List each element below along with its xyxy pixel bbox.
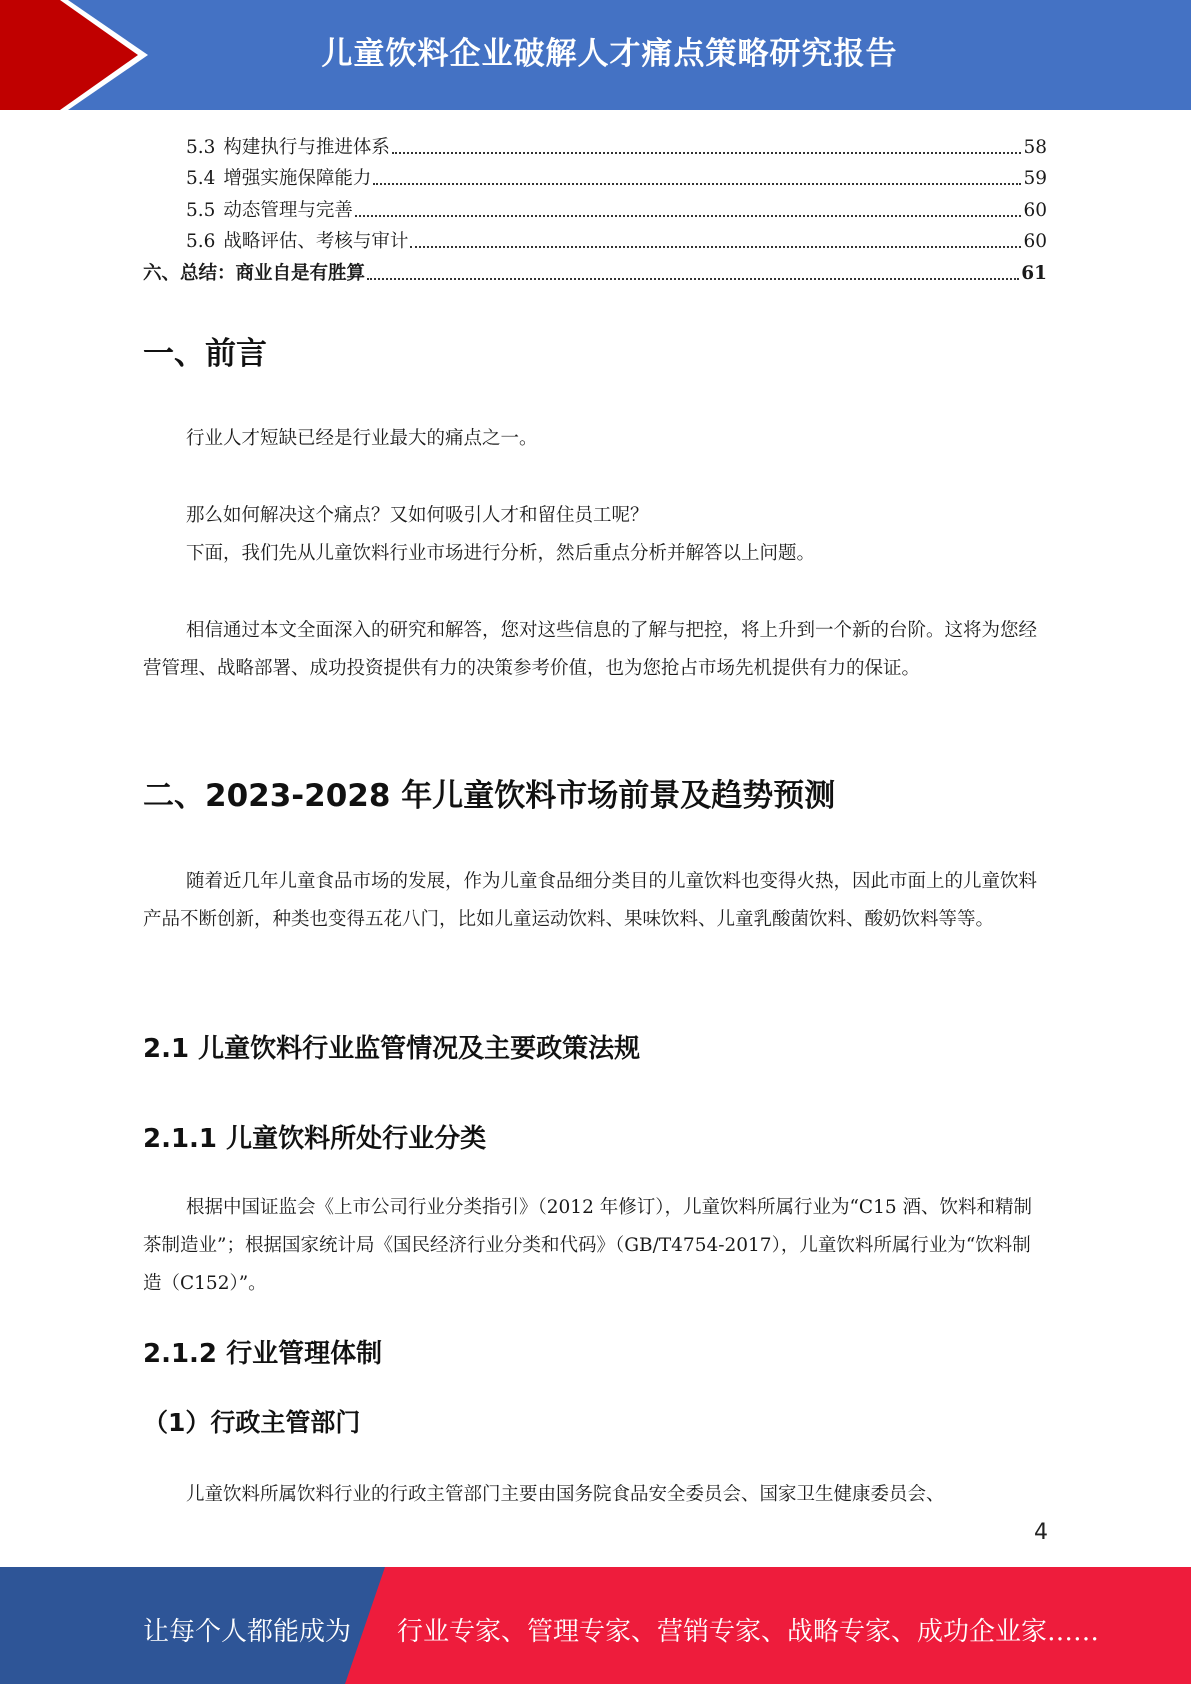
paragraph: 那么如何解决这个痛点？又如何吸引人才和留住员工呢？ (186, 505, 649, 526)
subsection-heading-2-1: 2.1 儿童饮料行业监管情况及主要政策法规 (143, 1034, 641, 1064)
subsection-heading-2-1-1: 2.1.1 儿童饮料所处行业分类 (143, 1124, 487, 1154)
toc-leader-dots (410, 246, 1021, 248)
toc-item-number: 5.3 (186, 136, 216, 158)
toc-leader-dots (392, 152, 1022, 154)
toc-item-chapter[interactable] (143, 255, 1047, 287)
paragraph: 行业人才短缺已经是行业最大的痛点之一。 (186, 428, 538, 449)
toc-item-page: 58 (1023, 136, 1047, 158)
paragraph: 根据中国证监会《上市公司行业分类指引》（2012 年修订），儿童饮料所属行业为“C15 酒、饮料和精制茶制造业”；根据国家统计局《国民经济行业分类和代码》（GB/T4754-2017），儿童饮料所属行业为“饮料制造（C152）”。 (143, 1197, 1032, 1294)
toc-item-label: 构建执行与推进体系 (223, 136, 390, 158)
page-footer (0, 1567, 1191, 1684)
toc-item-page: 60 (1023, 231, 1047, 252)
toc-item-page: 61 (1021, 262, 1047, 284)
page-number: 4 (1034, 1520, 1048, 1545)
toc-item-page: 59 (1023, 168, 1047, 189)
paragraph: 随着近几年儿童食品市场的发展，作为儿童食品细分类目的儿童饮料也变得火热，因此市面上的儿童饮料产品不断创新，种类也变得五花八门，比如儿童运动饮料、果味饮料、儿童乳酸菌饮料、酸奶饮料等等。 (143, 871, 1038, 930)
subsection-heading-2-1-2: 2.1.2 行业管理体制 (143, 1339, 383, 1369)
toc-item[interactable] (143, 129, 1047, 161)
toc-item[interactable] (143, 192, 1047, 224)
paragraph: 下面，我们先从儿童饮料行业市场进行分析，然后重点分析并解答以上问题。 (186, 543, 816, 564)
toc-item-number: 5.4 (186, 168, 216, 189)
toc-item-label: 战略评估、考核与审计 (223, 231, 409, 252)
toc-leader-dots (367, 278, 1019, 280)
paragraph: 相信通过本文全面深入的研究和解答，您对这些信息的了解与把控，将上升到一个新的台阶。这将为您经营管理、战略部署、成功投资提供有力的决策参考价值，也为您抢占市场先机提供有力的保证。 (143, 620, 1038, 679)
toc-item-label: 动态管理与完善 (223, 199, 353, 221)
toc-item-number: 5.5 (186, 199, 216, 221)
toc-item-label: 六、总结：商业自是有胜算 (143, 262, 366, 284)
section-heading-market-forecast: 二、2023-2028 年儿童饮料市场前景及趋势预测 (143, 778, 836, 814)
table-of-contents (143, 129, 1047, 287)
toc-item-label: 增强实施保障能力 (223, 168, 372, 189)
footer-slogan-right: 行业专家、管理专家、营销专家、战略专家、成功企业家…… (397, 1617, 1100, 1647)
toc-leader-dots (355, 215, 1022, 217)
subheading-administrative-dept: （1）行政主管部门 (143, 1408, 361, 1437)
toc-item[interactable] (143, 224, 1047, 256)
paragraph: 儿童饮料所属饮料行业的行政主管部门主要由国务院食品安全委员会、国家卫生健康委员会、 (186, 1484, 945, 1505)
toc-item-page: 60 (1023, 199, 1047, 221)
footer-slogan-left: 让每个人都能成为 (143, 1617, 352, 1647)
report-title: 儿童饮料企业破解人才痛点策略研究报告 (321, 36, 898, 72)
page-header (0, 0, 1191, 110)
toc-item[interactable] (143, 161, 1047, 193)
toc-item-number: 5.6 (186, 231, 216, 252)
section-heading-preface: 一、前言 (143, 336, 267, 372)
toc-leader-dots (373, 183, 1021, 185)
